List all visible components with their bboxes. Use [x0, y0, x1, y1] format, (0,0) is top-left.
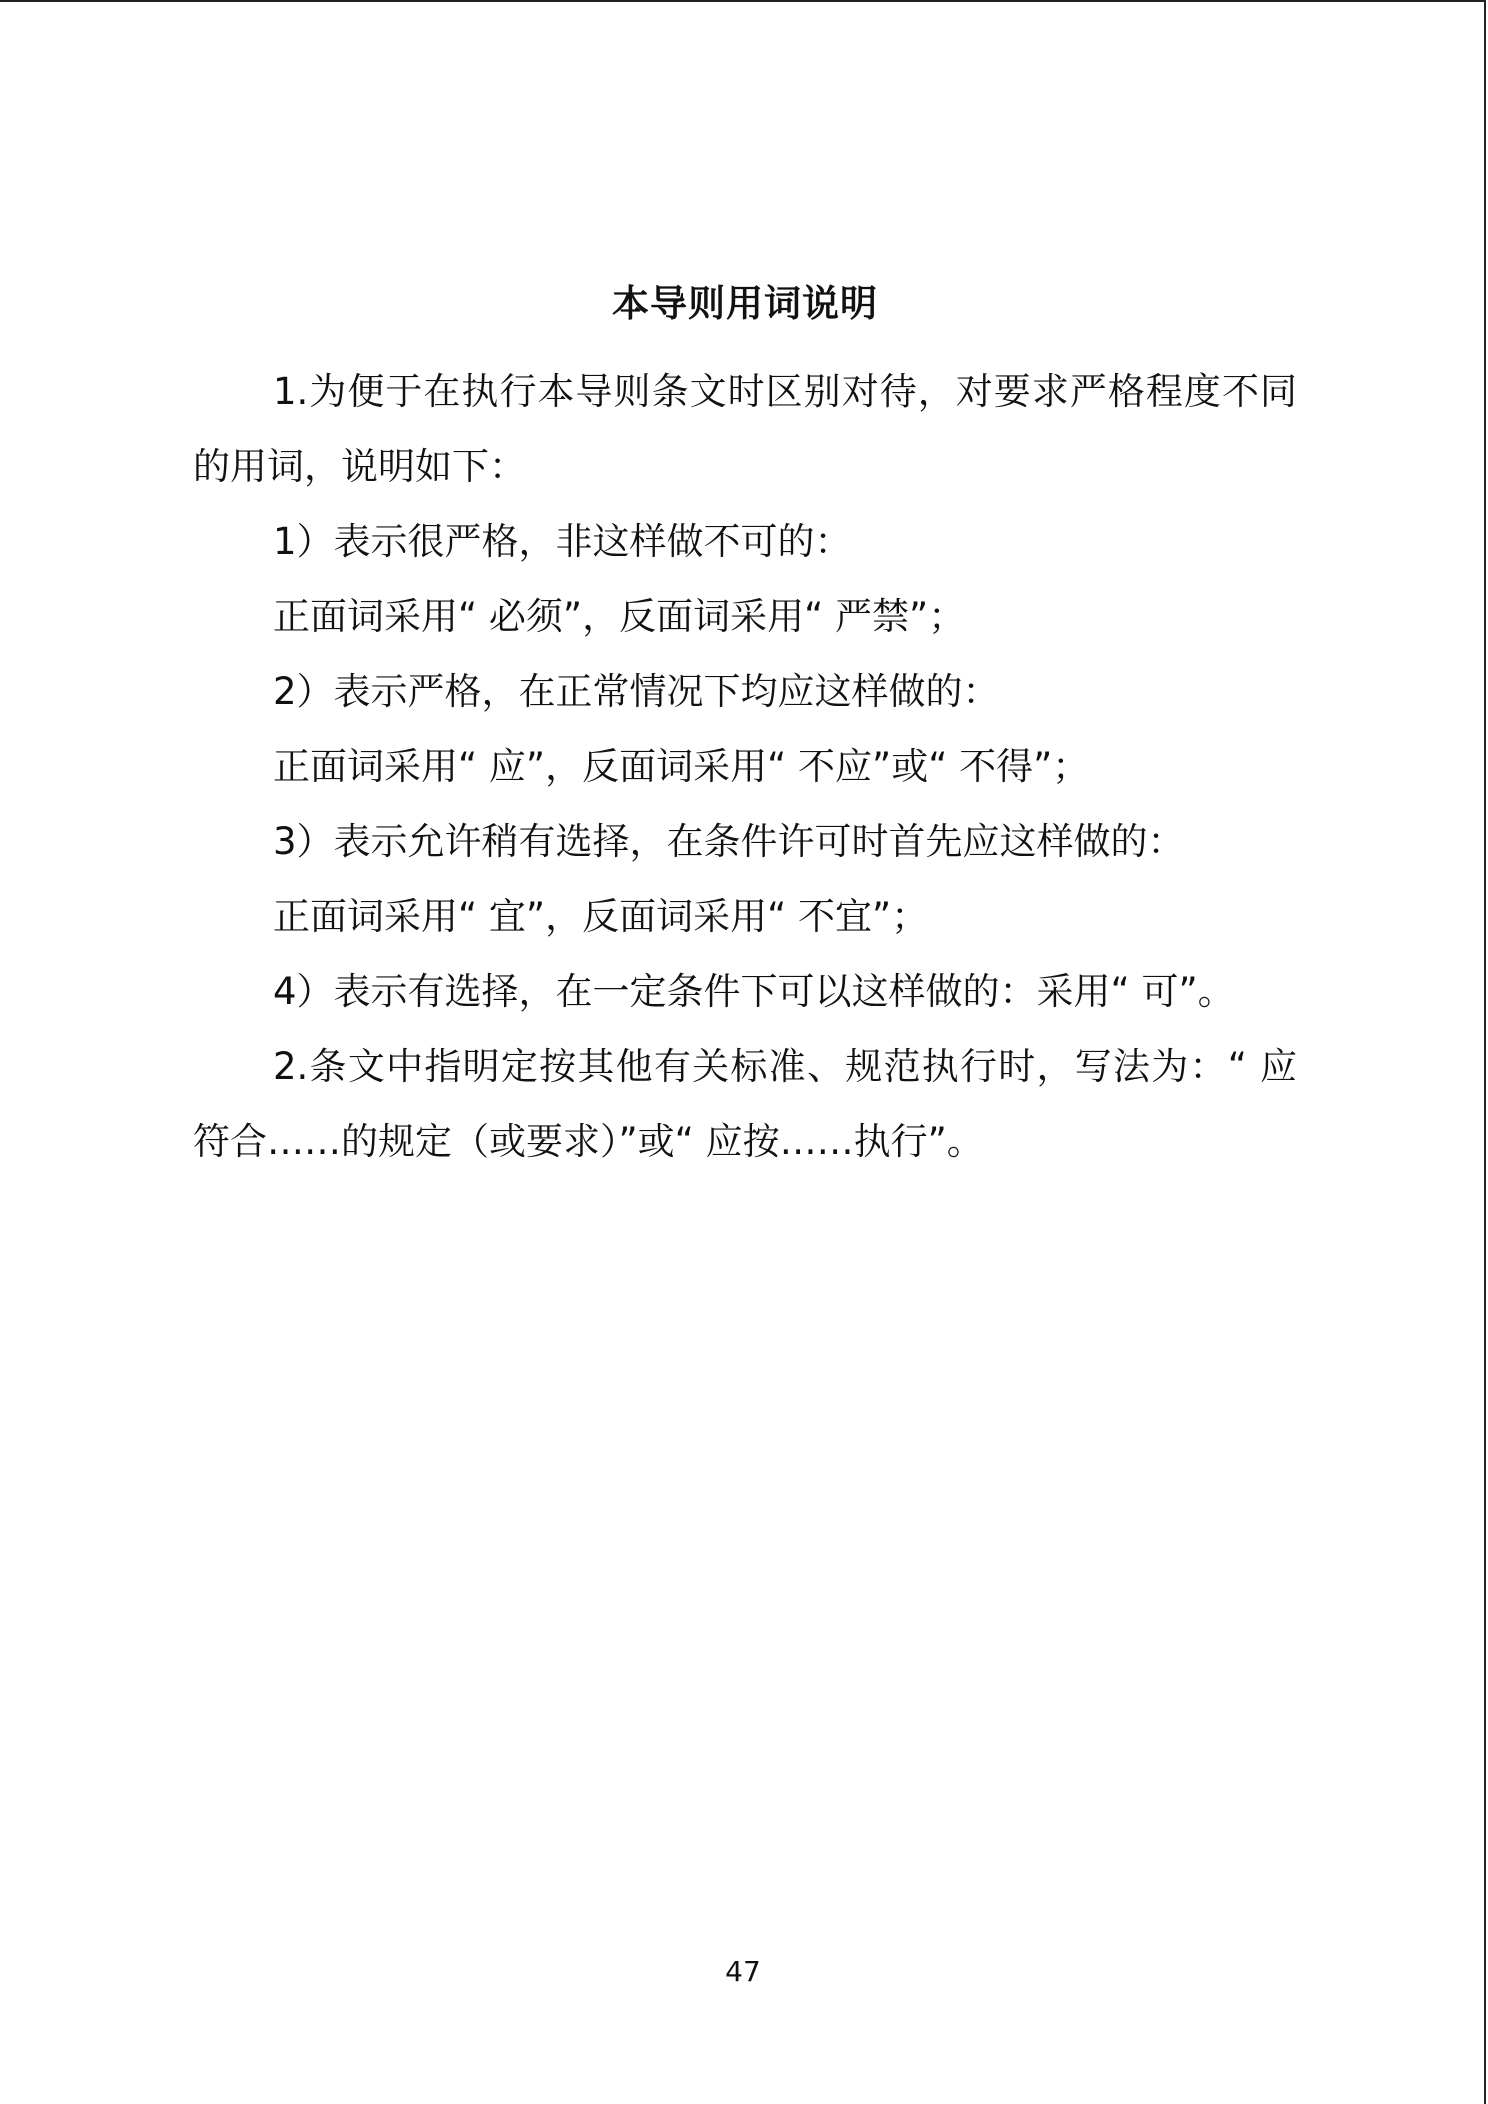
page-number: 47 — [725, 1955, 761, 1988]
item-2-terms: 正面词采用“ 应”，反面词采用“ 不应”或“ 不得”； — [273, 745, 1090, 788]
document-body — [193, 280, 1297, 1179]
item-1-heading: 1）表示很严格，非这样做不可的： — [273, 520, 852, 563]
paragraph-1: 1.为便于在执行本导则条文时区别对待，对要求严格程度不同的用词，说明如下： — [193, 370, 1297, 488]
item-1-terms: 正面词采用“ 必须”，反面词采用“ 严禁”； — [273, 595, 966, 638]
item-4-heading: 4）表示有选择，在一定条件下可以这样做的：采用“ 可”。 — [273, 970, 1235, 1013]
item-3-heading: 3）表示允许稍有选择，在条件许可时首先应这样做的： — [273, 820, 1185, 863]
document-title: 本导则用词说明 — [612, 282, 878, 325]
paragraph-2: 2.条文中指明定按其他有关标准、规范执行时，写法为：“ 应符合……的规定（或要求）”或“ 应按……执行”。 — [193, 1045, 1297, 1163]
item-2-heading: 2）表示严格，在正常情况下均应这样做的： — [273, 670, 1000, 713]
item-3-terms: 正面词采用“ 宜”，反面词采用“ 不宜”； — [273, 895, 929, 938]
